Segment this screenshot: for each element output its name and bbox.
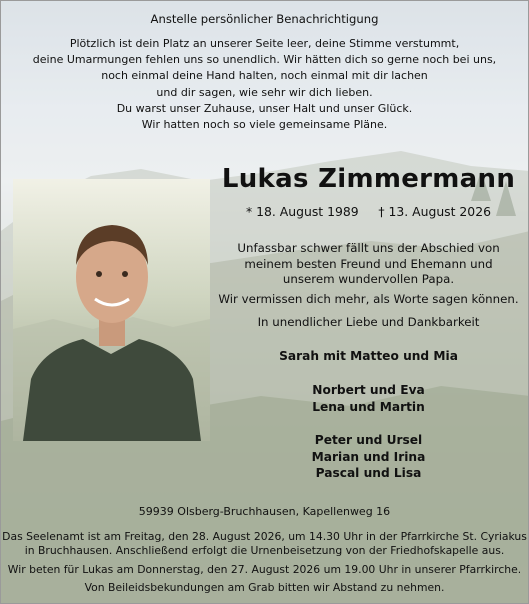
message-line: meinem besten Freund und Ehemann und <box>244 256 493 271</box>
condolence-notice <box>1 581 528 595</box>
life-dates <box>216 204 521 219</box>
family-member: Peter und Ursel <box>314 433 423 447</box>
message-line: unserem wundervollen Papa. <box>282 272 455 286</box>
death-date: † 13. August 2026 <box>378 204 491 219</box>
message-line: Unfassbar schwer fällt uns der Abschied von <box>237 241 500 255</box>
miss-line: Wir vermissen dich mehr, als Worte sagen können. <box>218 292 519 306</box>
notice-line: Das Seelenamt ist am Freitag, den 28. August 2026, um 14.30 Uhr in der Pfarrkirche St. Cyriakus <box>2 530 527 543</box>
poem <box>1 36 528 133</box>
family-group-2 <box>216 382 521 415</box>
notice-line: in Bruchhausen. Anschließend erfolgt die Urnenbeisetzung von der Friedhofskapelle aus. <box>24 544 505 557</box>
portrait-photo <box>13 179 210 441</box>
header-text: Anstelle persönlicher Benachrichtigung <box>150 12 379 26</box>
family-group-3 <box>216 432 521 482</box>
family-group-1 <box>216 348 521 365</box>
poem-line: Wir hatten noch so viele gemeinsame Pläne. <box>141 118 388 132</box>
notice-line: Von Beileidsbekundungen am Grab bitten wir Abstand zu nehmen. <box>84 581 445 594</box>
portrait-illustration <box>13 179 210 441</box>
funeral-notice <box>1 530 528 558</box>
notice-line: Wir beten für Lukas am Donnerstag, den 27. August 2026 um 19.00 Uhr in unserer Pfarrkirche. <box>7 563 522 576</box>
poem-line: und dir sagen, wie sehr wir dich lieben. <box>156 85 373 99</box>
address: 59939 Olsberg-Bruchhausen, Kapellenweg 16 <box>138 505 391 518</box>
birth-date: * 18. August 1989 <box>246 204 359 219</box>
family-member: Marian und Irina <box>311 449 426 464</box>
family-member: Lena und Martin <box>312 399 425 414</box>
family-member: Sarah mit Matteo und Mia <box>279 349 458 363</box>
poem-line: Du warst unser Zuhause, unser Halt und unser Glück. <box>116 101 413 115</box>
poem-line: Plötzlich ist dein Platz an unserer Seite leer, deine Stimme verstummt, <box>69 37 460 50</box>
family-member: Norbert und Eva <box>312 383 425 397</box>
deceased-name: Lukas Zimmermann <box>221 164 516 194</box>
farewell-message <box>216 241 521 288</box>
family-member: Pascal und Lisa <box>315 466 422 480</box>
prayer-notice <box>1 563 528 577</box>
poem-line: noch einmal deine Hand halten, noch einmal mit dir lachen <box>101 69 428 83</box>
poem-line: deine Umarmungen fehlen uns so unendlich. Wir hätten dich so gerne noch bei uns, <box>32 53 497 67</box>
love-line: In unendlicher Liebe und Dankbarkeit <box>257 315 480 329</box>
